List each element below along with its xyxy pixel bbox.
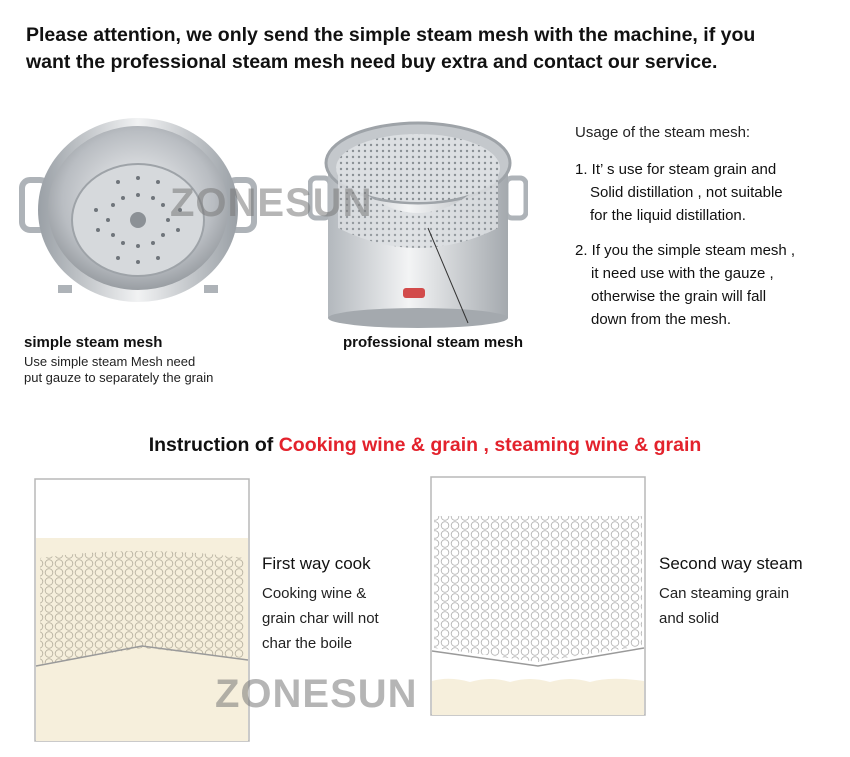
instruction-prefix: Instruction of — [148, 434, 279, 456]
first-way-desc-line-1: Cooking wine & — [262, 585, 367, 602]
second-way-desc-line-2: and solid — [659, 610, 720, 627]
second-way-desc-line-1: Can steaming grain — [659, 585, 790, 602]
simple-mesh-desc-line-1: Use simple steam Mesh need — [24, 354, 196, 369]
usage-heading: Usage of the steam mesh: — [575, 124, 751, 141]
second-way-title: Second way steam — [659, 554, 803, 573]
professional-mesh-title: professional steam mesh — [343, 334, 524, 351]
simple-mesh-title: simple steam mesh — [24, 334, 163, 351]
usage-item-2 — [575, 239, 795, 331]
instruction-heading — [0, 434, 850, 457]
second-way-desc — [659, 581, 789, 631]
usage-item-2-line-4: down from the mesh. — [591, 311, 732, 328]
notice-line-1: Please attention, we only send the simple steam mesh with the machine, if you — [26, 24, 756, 46]
second-way-steam-diagram — [430, 476, 646, 716]
usage-item-1-line-3: for the liquid distillation. — [590, 207, 746, 224]
first-way-title: First way cook — [262, 554, 371, 573]
usage-item-1-line-2: Solid distillation , not suitable — [590, 184, 783, 201]
notice-line-2: want the professional steam mesh need buy extra and contact our service. — [26, 51, 718, 73]
first-way-desc-line-2: grain char will not — [262, 610, 379, 627]
usage-item-2-line-1: 2. If you the simple steam mesh , — [575, 242, 796, 259]
usage-item-1-line-1: 1. It’ s use for steam grain and — [575, 161, 777, 178]
simple-mesh-desc — [24, 354, 213, 386]
simple-mesh-desc-line-2: put gauze to separately the grain — [24, 370, 214, 385]
first-way-desc — [262, 581, 379, 656]
watermark-bottom: ZONESUN — [215, 672, 418, 716]
usage-item-1 — [575, 158, 783, 227]
notice-text — [26, 22, 836, 76]
usage-item-2-line-3: otherwise the grain will fall — [591, 288, 767, 305]
first-way-desc-line-3: char the boile — [262, 635, 353, 652]
instruction-highlight: Cooking wine & grain , steaming wine & grain — [278, 434, 702, 456]
usage-item-2-line-2: it need use with the gauze , — [591, 265, 774, 282]
watermark-top: ZONESUN — [170, 181, 373, 225]
